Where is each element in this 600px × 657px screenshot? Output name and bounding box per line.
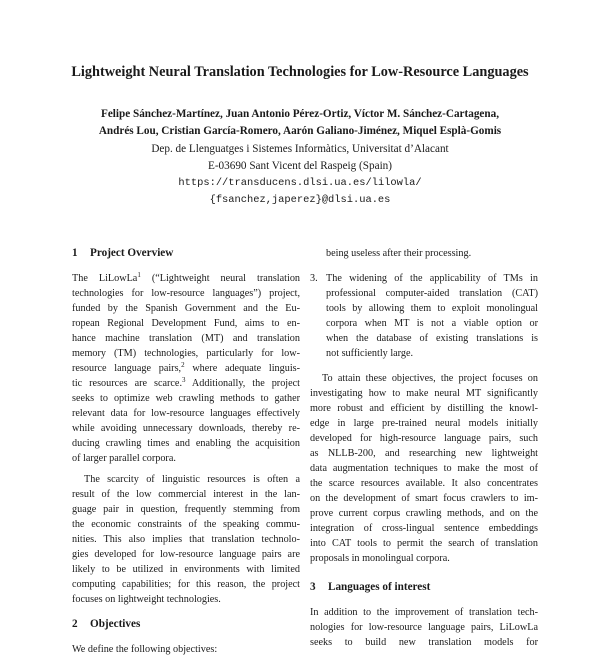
affiliation-line: Dep. de Llenguatges i Sistemes Informàtics, Universitat d’Alacant [151,143,449,155]
languages-paragraph [310,605,538,650]
text-line: as NLLB-200, and researching new lightweight [310,448,538,459]
text-run: resource language pairs, [72,363,182,374]
text-line: The widening of the applicability of TMs in [326,273,538,284]
text-line: seeks to build new translation models for [310,637,538,648]
project-url: https://transducens.dlsi.ua.es/lilowla/ [178,177,422,189]
affiliation-line: E-03690 Sant Vicent del Raspeig (Spain) [208,160,392,172]
list-marker: 3. [310,273,318,284]
text-line [72,271,300,286]
text-line: seeks to optimize web crawling methods to gather [72,393,300,404]
right-column [310,246,538,650]
text-run: The LiLowLa [72,273,138,284]
text-line: nologies for low-resource language pairs, LiLowLa [310,622,538,633]
text-line: data augmentation techniques to make the most of [310,463,538,474]
text-run: tic resources are scarce. [72,378,183,389]
objective-item-3-text [326,271,538,361]
author-list [0,106,600,140]
text-line: the economic constraints of the speaking commu- [72,519,300,530]
text-line: gies developed for low-resource language pairs are [72,549,300,560]
text-line: relevant data for low-resource languages effectively [72,408,300,419]
text-line: ducing crawling times and enabling the acquisition [72,438,300,449]
text-run: where adequate linguis- [184,363,300,374]
text-line: guage pair in question, frequently stemming from [72,504,300,515]
objective-item-3 [310,271,538,361]
section-title: Project Overview [90,247,174,259]
email-address: {fsanchez,japerez}@dlsi.ua.es [209,194,391,206]
text-line: In addition to the improvement of translation tech- [310,607,538,618]
overview-paragraph-1 [72,271,300,466]
text-line: when the database of existing translations is [326,333,538,344]
objectives-intro: We define the following objectives: [72,644,218,655]
section-title: Languages of interest [328,581,431,593]
attain-paragraph [310,371,538,566]
text-line: focuses on lightweight technologies. [72,594,221,605]
footnote-marker: 3 [182,376,186,384]
section-title: Objectives [90,618,141,630]
footnote-marker: 1 [137,271,141,279]
text-line: ropean Regional Development Fund, aims to en- [72,318,300,329]
section-heading-objectives [72,617,300,632]
overview-paragraph-2 [72,472,300,607]
text-line: funded by the Spanish Government and the Eu- [72,303,300,314]
text-line: more robust and efficient by distilling the knowl- [310,403,538,414]
section-number: 2 [72,618,78,630]
text-line: The scarcity of linguistic resources is often a [84,474,300,485]
text-line: To attain these objectives, the project focuses on [322,373,538,384]
text-line: into CAT tools to permit the search of translation [310,538,538,549]
affiliation [0,141,600,175]
text-line: prove current corpus crawling methods, and on the [310,508,538,519]
footnote-marker: 2 [181,361,185,369]
text-line: computing capabilities; for this reason, the project [72,579,300,590]
text-line: tools by allowing them to exploit monolingual [326,303,538,314]
text-line: likely to be utilized in environments with limited [72,564,300,575]
text-line: on the development of smart focus crawlers to im- [310,493,538,504]
contact-urls [0,175,600,209]
text-line: corpora when MT is not a viable option or [326,318,538,329]
section-heading-overview [72,246,300,261]
text-line [72,361,300,376]
text-run: (“Lightweight neural translation [140,273,300,284]
paper-title: Lightweight Neural Translation Technologies for Low-Resource Languages [71,64,529,80]
text-line: not sufficiently large. [326,348,414,359]
text-line: investigating how to make neural MT significantly [310,388,538,399]
text-line: technologies for low-resource languages”) project, [72,288,300,299]
section-number: 3 [310,581,316,593]
author-line: Andrés Lou, Cristian García-Romero, Aarón Galiano-Jiménez, Miquel Esplà-Gomis [98,125,502,137]
objective-2-continuation: being useless after their processing. [326,248,472,259]
text-line: proposals in monolingual corpora. [310,553,450,564]
section-heading-languages [310,580,538,595]
text-line [72,376,300,391]
left-column [72,246,300,657]
text-line: the scarce resources available. It also concentrates [310,478,538,489]
text-line: while avoiding unnecessary downloads, thereby re- [72,423,300,434]
text-line: developed for high-resource language pairs, such [310,433,538,444]
text-line: professional computer-aided translation (CAT) [326,288,538,299]
text-line: edge in large pre-trained neural models initially [310,418,538,429]
text-line: of larger parallel corpora. [72,453,176,464]
text-run: Additionally, the project [185,378,300,389]
text-line: hance machine translation (MT) and translation [72,333,300,344]
author-line: Felipe Sánchez-Martínez, Juan Antonio Pérez-Ortiz, Víctor M. Sánchez-Cartagena, [100,108,499,120]
section-number: 1 [72,247,78,259]
text-line: result of the low commercial interest in the lan- [72,489,300,500]
text-line: integration of cross-lingual sentence embeddings [310,523,538,534]
text-line: nities. This also implies that translation technolo- [72,534,300,545]
text-line: memory (TM) technologies, particularly for low- [72,348,300,359]
